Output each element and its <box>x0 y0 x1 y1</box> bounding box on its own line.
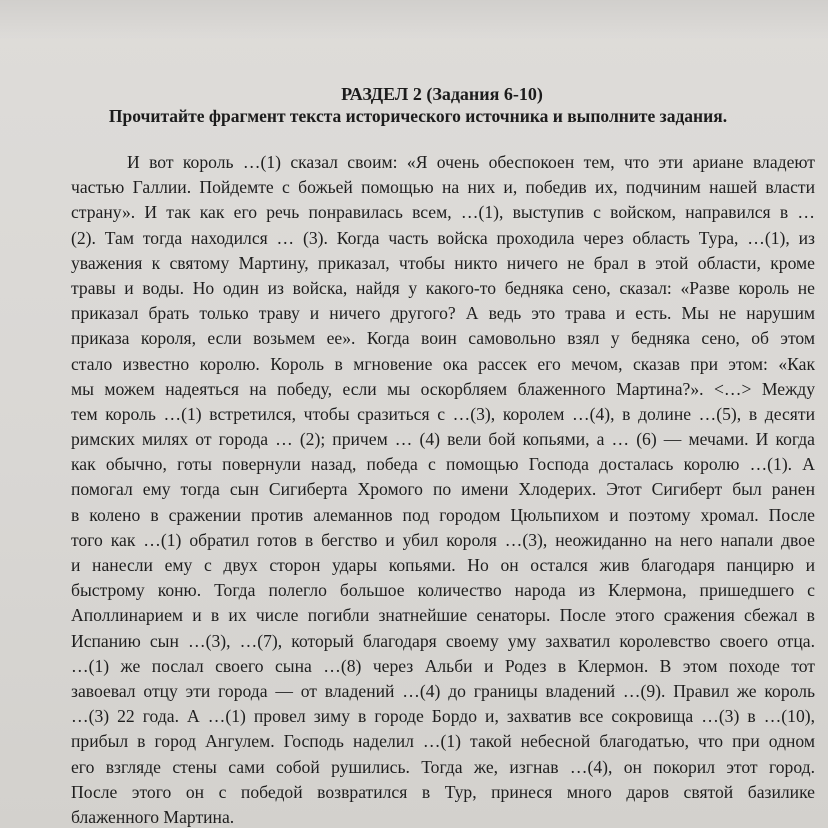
text-line: завоевал отцу эти города — от владений …(4) до границы владений …(9). Правил же король <box>71 680 815 701</box>
text-line: быстрому коню. Тогда полегло большое количество народа из Клермона, пришедшего с <box>71 580 815 601</box>
page-shading <box>0 0 828 40</box>
text-line: страну». И так как его речь понравилась всем, …(1), выступив с войском, направился в … <box>71 202 815 223</box>
text-line: …(1) же послал своего сына …(8) через Альби и Родез в Клермон. В этом походе тот <box>71 655 815 676</box>
historical-source-text <box>71 150 815 828</box>
text-line: …(3) 22 года. А …(1) провел зиму в городе Бордо и, захватив все сокровища …(3) в …(10), <box>71 706 815 727</box>
text-line: помогал ему тогда сын Сигиберта Хромого по имени Хлодерих. Этот Сигиберт был ранен <box>71 479 815 500</box>
text-line: прибыл в город Ангулем. Господь наделил …(1) такой небесной благодатью, что при одном <box>71 731 815 752</box>
text-line: приказал брать только траву и ничего другого? А ведь это трава и есть. Мы не нарушим <box>71 303 815 324</box>
text-line: частью Галлии. Пойдемте с божьей помощью на них и, победив их, подчиним нашей власти <box>71 177 815 198</box>
text-line: блаженного Мартина. <box>71 806 235 827</box>
text-line: Аполлинарием и в их числе погибли знатнейшие сенаторы. После этого сражения сбежал в <box>71 605 815 626</box>
text-line: и нанесли ему с двух сторон удары копьями. Но он остался жив благодаря панцирю и <box>71 555 815 575</box>
text-line: приказа короля, если возьмем ее». Когда воин самовольно взял у бедняка сено, об этом <box>71 328 815 349</box>
text-line: (2). Там тогда находился … (3). Когда часть войска проходила через область Тура, …(1), из <box>71 227 815 248</box>
text-line: римских милях от города … (2); причем … (4) вели бой копьями, а … (6) — мечами. И когда <box>71 429 815 450</box>
task-instruction: Прочитайте фрагмент текста исторического источника и выполните задания. <box>108 106 728 126</box>
text-line: тем король …(1) встретился, чтобы сразиться с …(3), королем …(4), в долине …(5), в десяти <box>71 403 815 424</box>
text-line: мы можем надеяться на победу, если мы оскорбляем блаженного Мартина?». <…> Между <box>71 378 815 399</box>
text-line: травы и воды. Но один из войска, найдя у какого-то бедняка сено, сказал: «Разве король не <box>71 277 815 298</box>
text-line: стало известно королю. Король в мгновение ока рассек его мечом, сказав при этом: «Как <box>71 353 815 374</box>
text-line: того как …(1) обратил готов в бегство и убил короля …(3), неожиданно на него напали двое <box>71 529 815 550</box>
text-line: его взгляде стены сами собой рушились. Тогда же, изгнав …(4), он покорил этот город. <box>71 756 815 777</box>
text-line: в колено в сражении против алеманнов под городом Цюльпихом и поэтому хромал. После <box>71 504 815 525</box>
section-title: РАЗДЕЛ 2 (Задания 6-10) <box>341 84 543 104</box>
text-line: После этого он с победой возвратился в Тур, принеся много даров святой базилике <box>71 781 815 802</box>
text-line: уважения к святому Мартину, приказал, чтобы никто ничего не брал в этой области, кроме <box>71 252 815 273</box>
text-line: Испанию сын …(3), …(7), который благодаря своему уму захватил королевство своего отца. <box>71 630 815 651</box>
text-line: как обычно, готы повернули назад, победа с помощью Господа досталась королю …(1). А <box>71 454 815 475</box>
text-line: И вот король …(1) сказал своим: «Я очень обеспокоен тем, что эти ариане владеют <box>127 152 815 172</box>
